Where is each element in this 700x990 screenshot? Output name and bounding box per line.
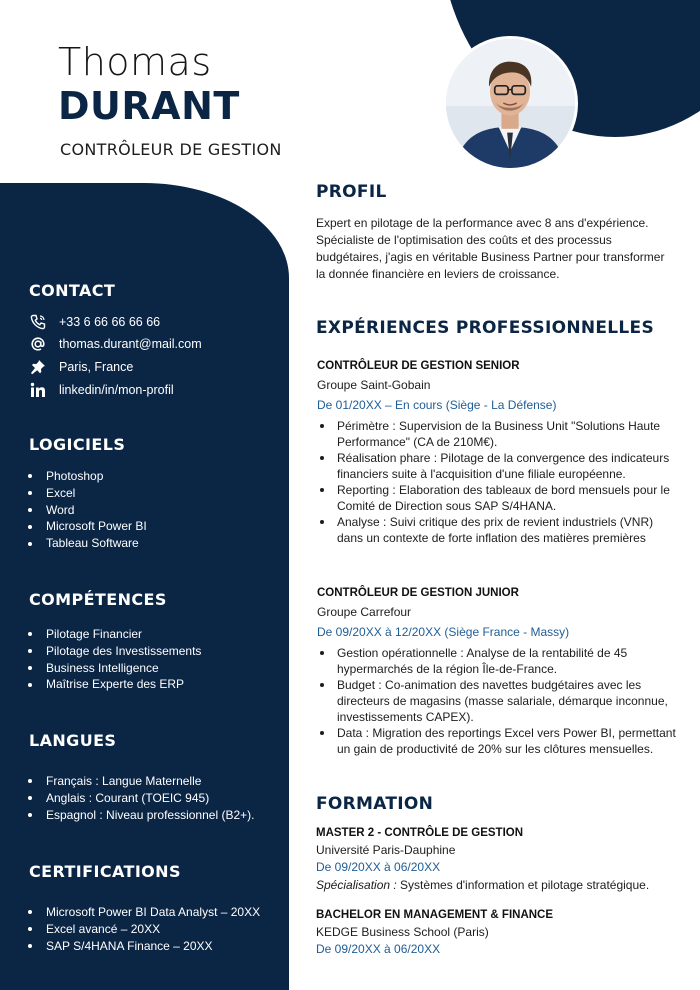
job-company: Groupe Carrefour bbox=[317, 605, 412, 619]
list-item: Photoshop bbox=[28, 468, 147, 485]
education-dates: De 09/20XX à 06/20XX bbox=[316, 942, 441, 956]
certifications-list bbox=[28, 904, 260, 954]
list-item: Périmètre : Supervision de la Business Unit "Solutions Haute Performance" (CA de 210M€). bbox=[317, 418, 682, 450]
profil-heading: PROFIL bbox=[316, 182, 387, 202]
list-item: Maîtrise Experte des ERP bbox=[28, 676, 201, 693]
specialisation-label: Spécialisation : bbox=[316, 878, 397, 892]
profil-text: Expert en pilotage de la performance avec 8 ans d'expérience. Spécialiste de l'optimisation des coûts et des processus budgétaires, j'agis en véritable Business Partner pour transformer la donnée financière en leviers de croissance. bbox=[316, 216, 665, 281]
competences-heading: COMPÉTENCES bbox=[29, 590, 167, 609]
contact-phone bbox=[29, 313, 160, 331]
job-bullets bbox=[317, 418, 682, 546]
job-bullets bbox=[317, 645, 682, 757]
job-role: CONTRÔLEUR DE GESTION SENIOR bbox=[317, 360, 520, 372]
list-item: Pilotage Financier bbox=[28, 626, 201, 643]
contact-phone-text: +33 6 66 66 66 66 bbox=[59, 315, 161, 329]
list-item: Espagnol : Niveau professionnel (B2+). bbox=[28, 807, 254, 824]
list-item: SAP S/4HANA Finance – 20XX bbox=[28, 938, 260, 955]
job-dates: De 09/20XX à 12/20XX (Siège France - Massy) bbox=[317, 625, 570, 639]
phone-icon bbox=[29, 313, 47, 331]
job-entry bbox=[317, 358, 682, 546]
list-item: Excel avancé – 20XX bbox=[28, 921, 260, 938]
logiciels-heading: LOGICIELS bbox=[29, 435, 126, 454]
list-item: Word bbox=[28, 502, 147, 519]
pin-icon bbox=[29, 358, 47, 376]
list-item: Microsoft Power BI Data Analyst – 20XX bbox=[28, 904, 260, 921]
linkedin-icon bbox=[29, 381, 47, 399]
list-item: Budget : Co-animation des navettes budgétaires avec les directeurs de magasins (masse salariale, démarque inconnue, investissements CAPEX). bbox=[317, 677, 682, 725]
list-item: Reporting : Elaboration des tableaux de bord mensuels pour le Comité de Direction sous SAP S/4HANA. bbox=[317, 482, 682, 514]
job-entry bbox=[317, 585, 682, 757]
education-entry bbox=[316, 907, 681, 958]
list-item: Data : Migration des reportings Excel vers Power BI, permettant un gain de productivité de 20% sur les clôtures mensuelles. bbox=[317, 725, 682, 757]
list-item: Microsoft Power BI bbox=[28, 518, 147, 535]
contact-heading: CONTACT bbox=[29, 281, 116, 300]
competences-list bbox=[28, 626, 201, 693]
degree: MASTER 2 - CONTRÔLE DE GESTION bbox=[316, 827, 524, 839]
logiciels-list bbox=[28, 468, 147, 552]
contact-linkedin-text[interactable]: linkedin/in/mon-profil bbox=[59, 383, 174, 397]
contact-linkedin[interactable] bbox=[29, 381, 174, 399]
list-item: Excel bbox=[28, 485, 147, 502]
list-item: Réalisation phare : Pilotage de la convergence des indicateurs financiers suite à l'acquisition d'une filiale européenne. bbox=[317, 450, 682, 482]
education-dates: De 09/20XX à 06/20XX bbox=[316, 860, 441, 874]
langues-heading: LANGUES bbox=[29, 731, 117, 750]
education-entry bbox=[316, 825, 681, 894]
formation-heading: FORMATION bbox=[316, 794, 434, 814]
contact-email-text[interactable]: thomas.durant@mail.com bbox=[59, 337, 202, 351]
job-title: CONTRÔLEUR DE GESTION bbox=[60, 140, 282, 159]
school: Université Paris-Dauphine bbox=[316, 843, 456, 857]
list-item: Anglais : Courant (TOEIC 945) bbox=[28, 790, 254, 807]
list-item: Analyse : Suivi critique des prix de revient industriels (VNR) dans un contexte de forte inflation des matières premières bbox=[317, 514, 682, 546]
list-item: Français : Langue Maternelle bbox=[28, 773, 254, 790]
job-dates: De 01/20XX – En cours (Siège - La Défense) bbox=[317, 398, 557, 412]
specialisation-text: Systèmes d'information et pilotage stratégique. bbox=[396, 878, 650, 892]
person-illustration bbox=[446, 39, 575, 168]
profile-photo bbox=[443, 36, 578, 171]
list-item: Tableau Software bbox=[28, 535, 147, 552]
first-name: Thomas bbox=[58, 40, 212, 84]
langues-list bbox=[28, 773, 254, 823]
list-item: Pilotage des Investissements bbox=[28, 643, 201, 660]
job-company: Groupe Saint-Gobain bbox=[317, 378, 431, 392]
degree: BACHELOR EN MANAGEMENT & FINANCE bbox=[316, 909, 554, 921]
school: KEDGE Business School (Paris) bbox=[316, 925, 489, 939]
list-item: Gestion opérationnelle : Analyse de la rentabilité de 45 hypermarchés de la région Île-de-France. bbox=[317, 645, 682, 677]
contact-location bbox=[29, 358, 133, 376]
last-name: DURANT bbox=[58, 84, 240, 128]
at-icon bbox=[29, 335, 47, 353]
job-role: CONTRÔLEUR DE GESTION JUNIOR bbox=[317, 587, 519, 599]
experiences-heading: EXPÉRIENCES PROFESSIONNELLES bbox=[316, 318, 655, 338]
specialisation bbox=[316, 876, 681, 894]
certifications-heading: CERTIFICATIONS bbox=[29, 862, 181, 881]
contact-location-text: Paris, France bbox=[59, 360, 134, 374]
list-item: Business Intelligence bbox=[28, 660, 201, 677]
contact-email[interactable] bbox=[29, 335, 202, 353]
